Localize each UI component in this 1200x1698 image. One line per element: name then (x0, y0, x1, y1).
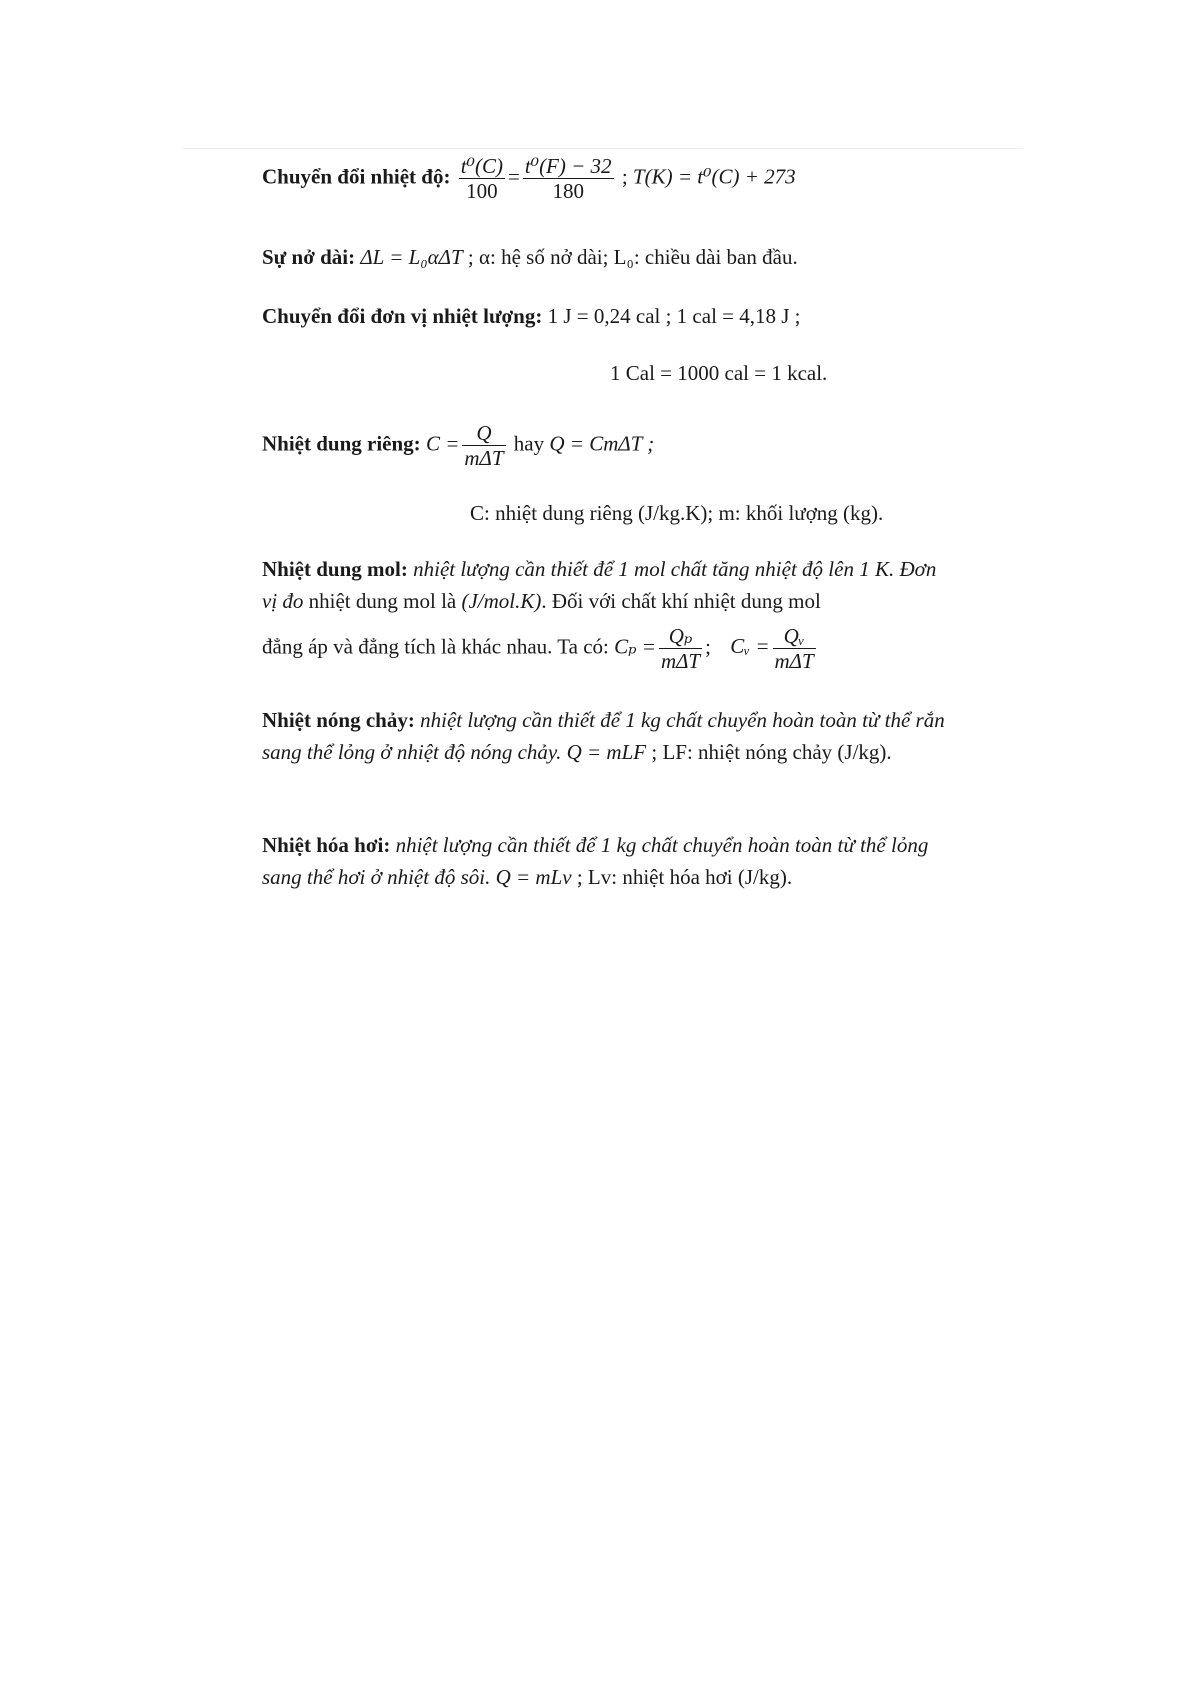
specific-heat: Nhiệt dung riêng: C = $\frac{Q}{\text{mΔT}}$ hay Q = CmΔT ; (262, 421, 655, 470)
section-label: Sự nở dài: (262, 245, 356, 269)
vaporization-formula: Q = mLv (495, 865, 572, 889)
section-label: Nhiệt nóng chảy: (262, 708, 415, 732)
section-label: Nhiệt dung riêng: (262, 431, 421, 456)
fusion-desc: ; LF: nhiệt nóng chảy (J/kg). (651, 740, 892, 764)
molar-heat-capacity: Nhiệt dung mol: nhiệt lượng cần thiết để 1 mol chất tăng nhiệt độ lên 1 K. Đơn vị đo nhiệt dung mol là (J/mol.K). Đối với chất khí nhiệt dung mol (262, 557, 937, 613)
cv-fraction: $\frac{\text{Qᵥ}}{\text{mΔT}}$ (774, 624, 814, 673)
cp-fraction: $\frac{\text{Qₚ}}{\text{mΔT}}$ (660, 624, 701, 673)
heat-of-vaporization (262, 829, 952, 893)
temperature-conversion: Chuyển đổi nhiệt độ: $\frac{\text{t⁰(C)}}{100}$ = $\frac{\text{t⁰(F) − 32}}{180}$ ; T(K) = t⁰(C) + 273 (262, 154, 796, 203)
conversion-line-1: 1 J = 0,24 cal ; 1 cal = 4,18 J ; (547, 304, 801, 328)
kelvin-formula: T(K) = t⁰(C) + 273 (632, 164, 796, 189)
specific-heat-fraction: $\frac{Q}{\text{mΔT}}$ (464, 421, 504, 470)
section-label: Nhiệt hóa hơi: (262, 833, 391, 857)
molar-definition: nhiệt lượng cần thiết để 1 mol chất tăng nhiệt độ lên 1 K. Đơn vị đo (262, 557, 937, 613)
linear-expansion (262, 241, 952, 273)
fahrenheit-fraction: $\frac{\text{t⁰(F) − 32}}{180}$ (524, 154, 612, 203)
specific-heat-desc: C: nhiệt dung riêng (J/kg.K); m: khối lượng (kg). (470, 501, 884, 525)
heat-unit-conversion (262, 300, 952, 332)
section-label: Chuyển đổi nhiệt độ: (262, 164, 451, 189)
molar-formulas: đẳng áp và đẳng tích là khác nhau. Ta có: Cₚ = $\frac{\text{Qₚ}}{\text{mΔT}}$ ; Cᵥ = $\frac{\text{Qᵥ}}{\text{mΔT}}$ (262, 624, 814, 673)
section-label: Chuyển đổi đơn vị nhiệt lượng: (262, 304, 543, 328)
section-label: Nhiệt dung mol: (262, 557, 408, 581)
expansion-formula: ΔL = L₀αΔT (360, 245, 463, 269)
heat-of-fusion (262, 704, 952, 768)
fusion-definition: nhiệt lượng cần thiết để 1 kg chất chuyển hoàn toàn từ thể rắn sang thể lỏng ở nhiệt độ nóng chảy. (262, 708, 945, 764)
vaporization-desc: ; Lv: nhiệt hóa hơi (J/kg). (576, 865, 793, 889)
vaporization-definition: nhiệt lượng cần thiết để 1 kg chất chuyển hoàn toàn từ thể lỏng sang thể hơi ở nhiệt độ sôi. (262, 833, 929, 889)
expansion-desc: ; α: hệ số nở dài; L₀: chiều dài ban đầu. (467, 245, 798, 269)
top-divider (183, 148, 1023, 149)
fusion-formula: Q = mLF (566, 740, 647, 764)
celsius-fraction: $\frac{\text{t⁰(C)}}{100}$ (460, 154, 503, 203)
conversion-line-2: 1 Cal = 1000 cal = 1 kcal. (610, 361, 828, 385)
